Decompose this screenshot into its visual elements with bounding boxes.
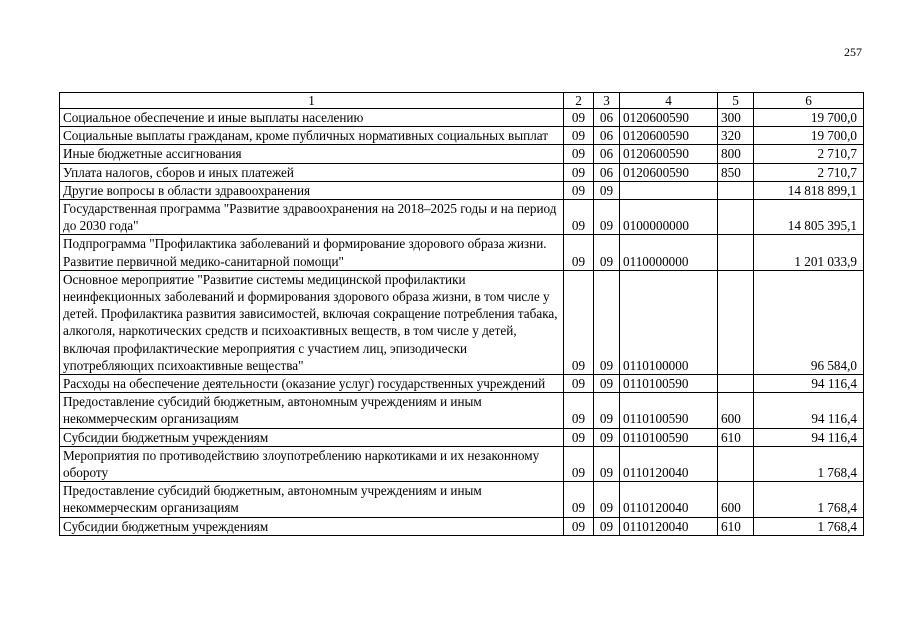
row-section: 09 (564, 145, 594, 163)
row-type: 600 (718, 482, 754, 517)
row-section: 09 (564, 482, 594, 517)
row-name: Основное мероприятие "Развитие системы медицинской профилактики неинфекционных заболеваний и формирования здорового образа жизни, в том числе у детей. Профилактика развития зависимостей, включая сокращение потребления табака, алкоголя, наркотических средств и психоактивных веществ, в том числе у детей, включая профилактические мероприятия с участием лиц, эпизодически употребляющих психоактивные вещества" (60, 270, 564, 374)
row-name: Предоставление субсидий бюджетным, автономным учреждениям и иным некоммерческим организациям (60, 393, 564, 428)
row-name: Социальное обеспечение и иные выплаты населению (60, 109, 564, 127)
row-amount: 14 805 395,1 (754, 200, 864, 235)
table-row (60, 181, 864, 199)
row-subsection: 09 (594, 235, 620, 270)
row-type: 610 (718, 428, 754, 446)
table-row (60, 393, 864, 428)
table-row (60, 446, 864, 481)
row-subsection: 09 (594, 446, 620, 481)
row-name: Государственная программа "Развитие здравоохранения на 2018–2025 годы и на период до 2030 года" (60, 200, 564, 235)
row-code: 0110000000 (620, 235, 718, 270)
row-type (718, 375, 754, 393)
row-type (718, 235, 754, 270)
row-subsection: 09 (594, 375, 620, 393)
row-code: 0120600590 (620, 145, 718, 163)
row-subsection: 06 (594, 145, 620, 163)
row-code: 0110120040 (620, 482, 718, 517)
row-amount: 14 818 899,1 (754, 181, 864, 199)
table-row (60, 270, 864, 374)
row-amount: 94 116,4 (754, 428, 864, 446)
row-amount: 19 700,0 (754, 127, 864, 145)
row-section: 09 (564, 517, 594, 535)
table-row (60, 482, 864, 517)
row-name: Уплата налогов, сборов и иных платежей (60, 163, 564, 181)
row-name: Субсидии бюджетным учреждениям (60, 517, 564, 535)
header-col-2: 2 (564, 93, 594, 109)
row-code: 0110120040 (620, 517, 718, 535)
row-name: Подпрограмма "Профилактика заболеваний и формирование здорового образа жизни. Развитие первичной медико-санитарной помощи" (60, 235, 564, 270)
row-code: 0120600590 (620, 163, 718, 181)
row-code: 0110100590 (620, 428, 718, 446)
row-section: 09 (564, 109, 594, 127)
row-type: 610 (718, 517, 754, 535)
row-subsection: 09 (594, 200, 620, 235)
row-section: 09 (564, 428, 594, 446)
row-code: 0110100590 (620, 393, 718, 428)
row-type: 600 (718, 393, 754, 428)
row-type (718, 446, 754, 481)
row-subsection: 06 (594, 127, 620, 145)
row-amount: 94 116,4 (754, 375, 864, 393)
row-type (718, 270, 754, 374)
row-amount: 2 710,7 (754, 163, 864, 181)
row-amount: 2 710,7 (754, 145, 864, 163)
row-section: 09 (564, 127, 594, 145)
row-subsection: 06 (594, 109, 620, 127)
row-amount: 94 116,4 (754, 393, 864, 428)
row-type (718, 200, 754, 235)
budget-table-body (60, 93, 864, 536)
row-amount: 1 201 033,9 (754, 235, 864, 270)
row-name: Предоставление субсидий бюджетным, автономным учреждениям и иным некоммерческим организациям (60, 482, 564, 517)
row-name: Субсидии бюджетным учреждениям (60, 428, 564, 446)
table-row (60, 163, 864, 181)
table-row (60, 375, 864, 393)
row-subsection: 09 (594, 482, 620, 517)
row-code: 0110120040 (620, 446, 718, 481)
row-subsection: 09 (594, 270, 620, 374)
row-subsection: 09 (594, 393, 620, 428)
row-type (718, 181, 754, 199)
row-section: 09 (564, 446, 594, 481)
row-section: 09 (564, 200, 594, 235)
header-col-6: 6 (754, 93, 864, 109)
row-type: 300 (718, 109, 754, 127)
row-code: 0100000000 (620, 200, 718, 235)
row-amount: 96 584,0 (754, 270, 864, 374)
row-amount: 1 768,4 (754, 482, 864, 517)
row-section: 09 (564, 181, 594, 199)
header-col-1: 1 (60, 93, 564, 109)
row-name: Мероприятия по противодействию злоупотреблению наркотиками и их незаконному обороту (60, 446, 564, 481)
header-col-4: 4 (620, 93, 718, 109)
row-section: 09 (564, 375, 594, 393)
row-amount: 19 700,0 (754, 109, 864, 127)
row-subsection: 09 (594, 428, 620, 446)
row-name: Социальные выплаты гражданам, кроме публичных нормативных социальных выплат (60, 127, 564, 145)
table-row (60, 200, 864, 235)
row-code: 0120600590 (620, 109, 718, 127)
row-code: 0110100590 (620, 375, 718, 393)
table-row (60, 127, 864, 145)
table-row (60, 517, 864, 535)
row-section: 09 (564, 393, 594, 428)
row-code: 0110100000 (620, 270, 718, 374)
row-type: 320 (718, 127, 754, 145)
table-row (60, 235, 864, 270)
row-subsection: 09 (594, 181, 620, 199)
budget-table (59, 92, 864, 536)
header-col-3: 3 (594, 93, 620, 109)
row-subsection: 06 (594, 163, 620, 181)
row-amount: 1 768,4 (754, 446, 864, 481)
page-number: 257 (844, 45, 862, 59)
row-type: 800 (718, 145, 754, 163)
table-row (60, 428, 864, 446)
table-row (60, 145, 864, 163)
row-code (620, 181, 718, 199)
row-name: Другие вопросы в области здравоохранения (60, 181, 564, 199)
row-name: Расходы на обеспечение деятельности (оказание услуг) государственных учреждений (60, 375, 564, 393)
row-section: 09 (564, 163, 594, 181)
row-amount: 1 768,4 (754, 517, 864, 535)
header-col-5: 5 (718, 93, 754, 109)
row-section: 09 (564, 270, 594, 374)
table-row (60, 109, 864, 127)
row-subsection: 09 (594, 517, 620, 535)
row-code: 0120600590 (620, 127, 718, 145)
row-name: Иные бюджетные ассигнования (60, 145, 564, 163)
row-section: 09 (564, 235, 594, 270)
row-type: 850 (718, 163, 754, 181)
header-row (60, 93, 864, 109)
